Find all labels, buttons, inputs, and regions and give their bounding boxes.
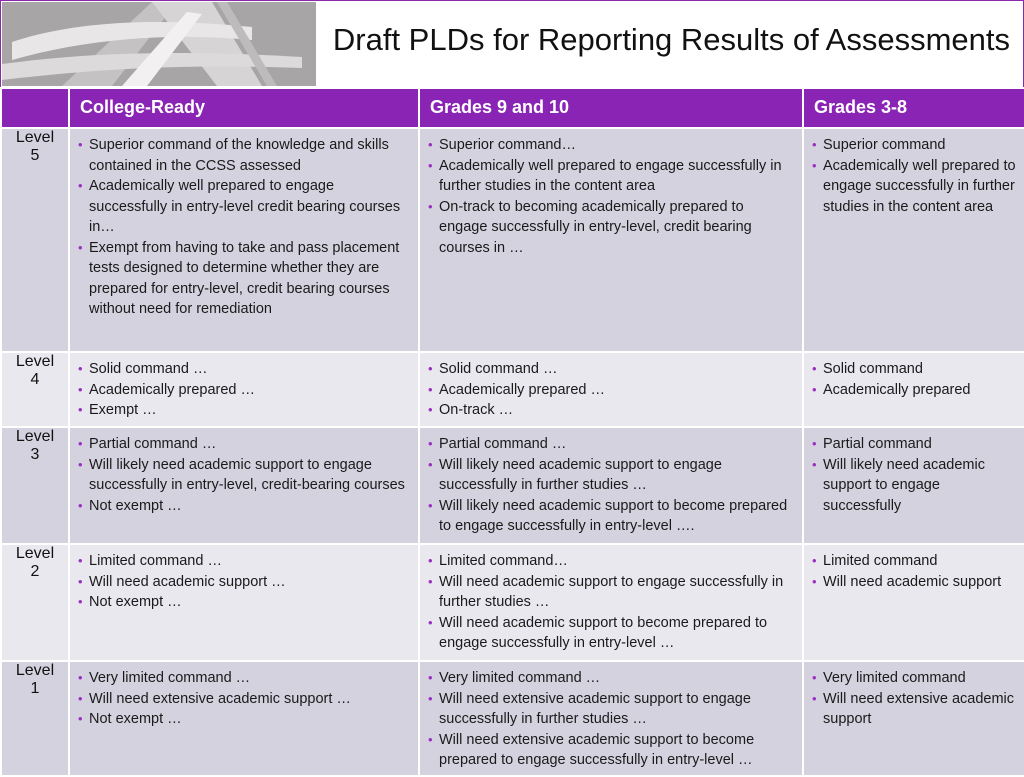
table-body	[1, 128, 1024, 776]
bullet-list	[428, 434, 796, 537]
level-word: Level	[15, 353, 55, 370]
bullet-item: • Will need extensive academic support	[812, 689, 1018, 730]
bullet-item: • Exempt …	[78, 400, 412, 421]
bullet-item: • Not exempt …	[78, 709, 412, 730]
table-row	[1, 352, 1024, 427]
bullet-item: • Will need academic support	[812, 572, 1018, 593]
bullet-item: • On-track …	[428, 400, 796, 421]
level-label	[1, 544, 69, 661]
bullet-list	[812, 359, 1018, 400]
bullet-item: • Will need extensive academic support to become prepared to engage successfully in entry-level …	[428, 730, 796, 771]
cell-college-ready	[69, 352, 419, 427]
cell-college-ready	[69, 661, 419, 776]
level-number: 5	[30, 147, 40, 164]
level-word: Level	[15, 428, 55, 445]
bullet-item: • Will need extensive academic support to engage successfully in further studies …	[428, 689, 796, 730]
bullet-item: • Partial command	[812, 434, 1018, 455]
bullet-item: • Solid command …	[428, 359, 796, 380]
cell-grades-9-10	[419, 661, 803, 776]
bullet-item: • Very limited command …	[428, 668, 796, 689]
bullet-list	[812, 551, 1018, 592]
level-word: Level	[15, 662, 55, 679]
logo-graphic	[2, 2, 316, 86]
bullet-item: • Will likely need academic support to become prepared to engage successfully in entry-level ….	[428, 496, 796, 537]
header-corner-cell	[1, 88, 69, 128]
cell-grades-3-8	[803, 352, 1024, 427]
bullet-list	[428, 359, 796, 421]
bullet-item: • Academically well prepared to engage successfully in further studies in the content area	[428, 156, 796, 197]
bullet-item: • Partial command …	[78, 434, 412, 455]
bullet-list	[812, 434, 1018, 516]
bullet-item: • Limited command…	[428, 551, 796, 572]
bullet-item: • Will likely need academic support to engage successfully	[812, 455, 1018, 517]
bullet-item: • Will likely need academic support to engage successfully in entry-level, credit-bearing courses	[78, 455, 412, 496]
bullet-list	[78, 135, 412, 320]
cell-college-ready	[69, 128, 419, 352]
cell-grades-3-8	[803, 128, 1024, 352]
bullet-item: • Not exempt …	[78, 592, 412, 613]
level-word: Level	[15, 545, 55, 562]
bullet-item: • Superior command of the knowledge and skills contained in the CCSS assessed	[78, 135, 412, 176]
cell-grades-3-8	[803, 544, 1024, 661]
cell-grades-9-10	[419, 544, 803, 661]
slide-title: Draft PLDs for Reporting Results of Assessments	[332, 22, 1010, 57]
bullet-item: • Limited command …	[78, 551, 412, 572]
level-label	[1, 661, 69, 776]
pld-table	[0, 87, 1024, 777]
table-row	[1, 427, 1024, 544]
bullet-item: • Not exempt …	[78, 496, 412, 517]
cell-grades-3-8	[803, 661, 1024, 776]
bullet-item: • On-track to becoming academically prepared to engage successfully in entry-level, credit bearing courses in …	[428, 197, 796, 259]
bullet-item: • Limited command	[812, 551, 1018, 572]
bullet-list	[428, 551, 796, 654]
table-row	[1, 128, 1024, 352]
bullet-item: • Academically prepared	[812, 380, 1018, 401]
bullet-item: • Will need academic support to engage successfully in further studies …	[428, 572, 796, 613]
bullet-item: • Will likely need academic support to engage successfully in further studies …	[428, 455, 796, 496]
header-college-ready: College-Ready	[69, 88, 419, 128]
bullet-item: • Superior command	[812, 135, 1018, 156]
bullet-item: • Will need extensive academic support …	[78, 689, 412, 710]
cell-college-ready	[69, 544, 419, 661]
bullet-item: • Academically well prepared to engage successfully in further studies in the content area	[812, 156, 1018, 218]
bullet-item: • Will need academic support …	[78, 572, 412, 593]
bullet-item: • Solid command …	[78, 359, 412, 380]
cell-grades-9-10	[419, 352, 803, 427]
bullet-list	[78, 434, 412, 516]
bullet-list	[428, 135, 796, 258]
bullet-list	[428, 668, 796, 771]
bullet-list	[812, 135, 1018, 217]
bullet-list	[78, 551, 412, 613]
bullet-list	[78, 668, 412, 730]
level-number: 4	[30, 371, 40, 388]
level-label	[1, 427, 69, 544]
bullet-item: • Academically prepared …	[78, 380, 412, 401]
header-grades-3-8: Grades 3-8	[803, 88, 1024, 128]
bullet-item: • Partial command …	[428, 434, 796, 455]
level-label	[1, 128, 69, 352]
bullet-list	[78, 359, 412, 421]
level-label	[1, 352, 69, 427]
header-grades-9-10: Grades 9 and 10	[419, 88, 803, 128]
bullet-list	[812, 668, 1018, 730]
table-row	[1, 544, 1024, 661]
logo-image	[2, 2, 316, 86]
cell-grades-9-10	[419, 128, 803, 352]
level-number: 2	[30, 563, 40, 580]
bullet-item: • Academically well prepared to engage successfully in entry-level credit bearing courses in…	[78, 176, 412, 238]
cell-grades-9-10	[419, 427, 803, 544]
bullet-item: • Exempt from having to take and pass placement tests designed to determine whether they are prepared for entry-level, credit bearing courses without need for remediation	[78, 238, 412, 320]
level-number: 3	[30, 446, 40, 463]
level-word: Level	[15, 129, 55, 146]
table-row	[1, 661, 1024, 776]
bullet-item: • Very limited command …	[78, 668, 412, 689]
bullet-item: • Academically prepared …	[428, 380, 796, 401]
cell-grades-3-8	[803, 427, 1024, 544]
bullet-item: • Solid command	[812, 359, 1018, 380]
level-number: 1	[30, 680, 40, 697]
bullet-item: • Superior command…	[428, 135, 796, 156]
table-header-row	[1, 88, 1024, 128]
bullet-item: • Very limited command	[812, 668, 1018, 689]
cell-college-ready	[69, 427, 419, 544]
bullet-item: • Will need academic support to become prepared to engage successfully in entry-level …	[428, 613, 796, 654]
